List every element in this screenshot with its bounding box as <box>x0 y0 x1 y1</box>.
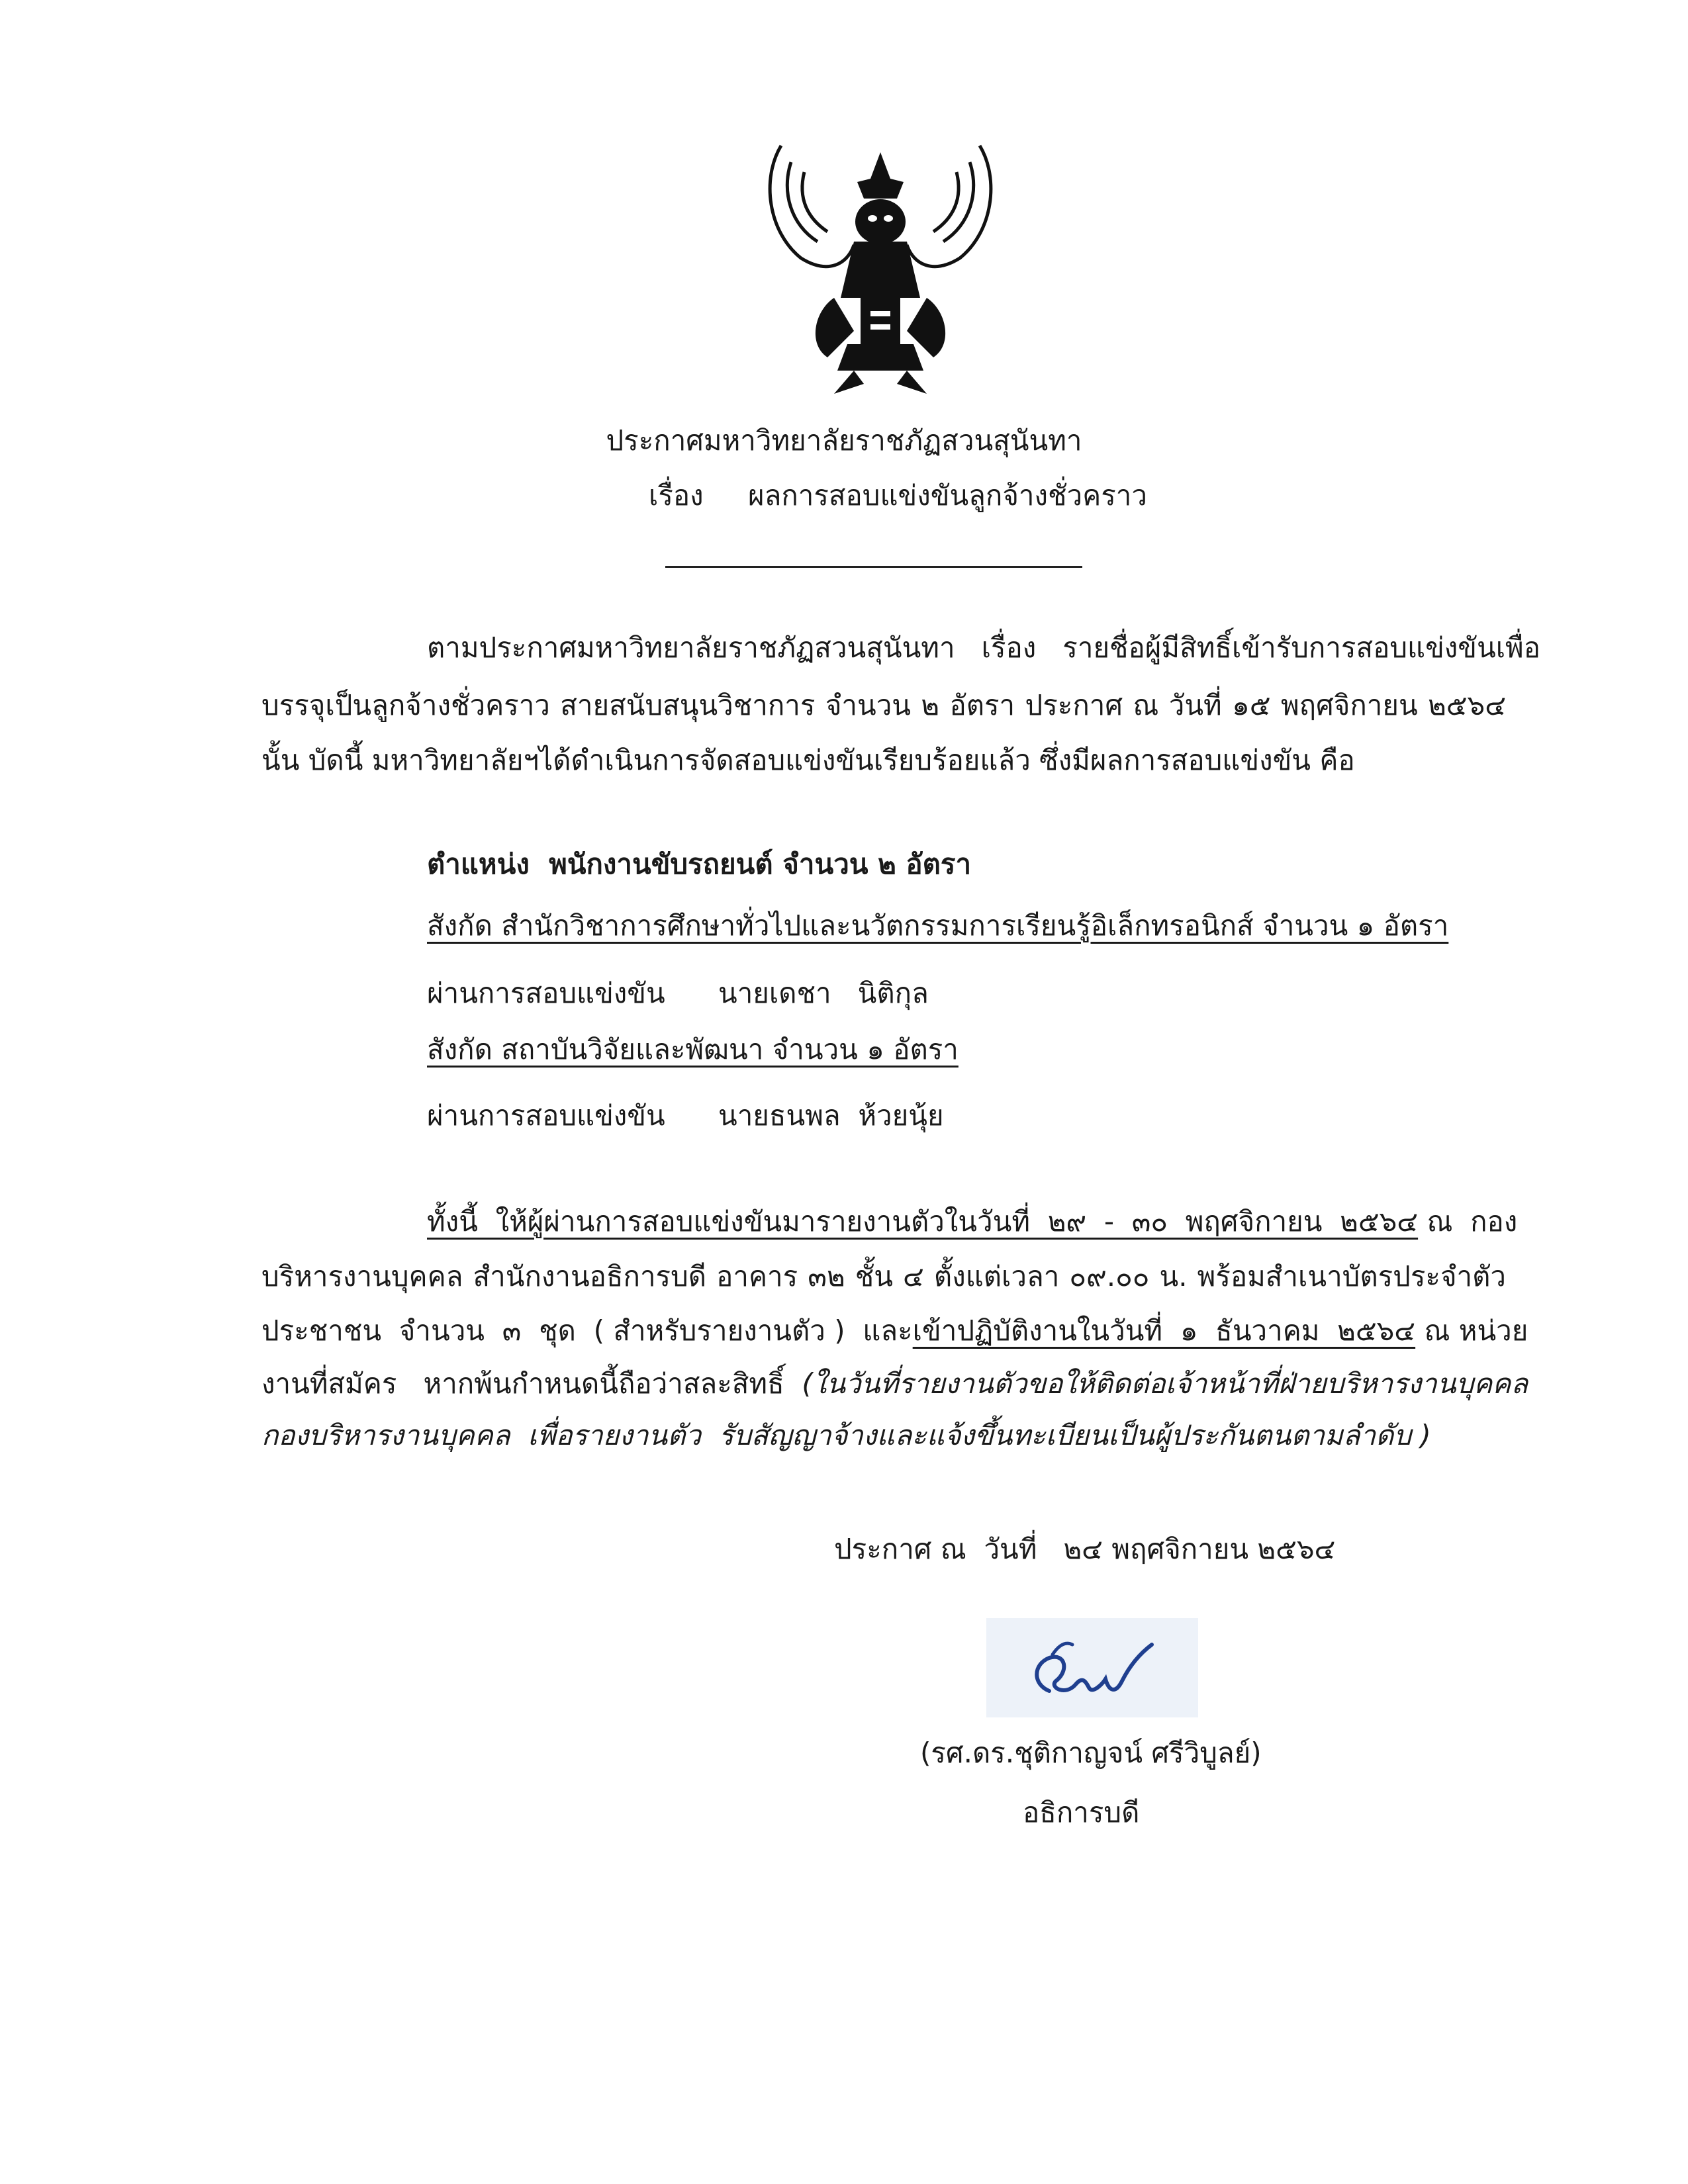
notice-line-1 <box>427 1205 1518 1238</box>
signature-icon <box>986 1618 1198 1717</box>
intro-line-3: นั้น บัดนี้ มหาวิทยาลัยฯได้ดำเนินการจัดสอบแข่งขันเรียบร้อยแล้ว ซึ่งมีผลการสอบแข่งขัน คือ <box>261 744 1355 776</box>
notice-line-4-italic: (ในวันที่รายงานตัวขอให้ติดต่อเจ้าหน้าที่ฝ่ายบริหารงานบุคคล <box>802 1367 1528 1400</box>
unit-2-name: นายธนพล ห้วยนุ้ย <box>718 1099 944 1132</box>
position-title: ตำแหน่ง พนักงานขับรถยนต์ จำนวน ๒ อัตรา <box>427 848 972 880</box>
intro-line-1: ตามประกาศมหาวิทยาลัยราชภัฏสวนสุนันทา เรื่อง รายชื่อผู้มีสิทธิ์เข้ารับการสอบแข่งขันเพื่อ <box>427 631 1540 664</box>
announcement-date: ประกาศ ณ วันที่ ๒๔ พฤศจิกายน ๒๕๖๔ <box>834 1533 1336 1565</box>
notice-line-3-head: ประชาชน จำนวน ๓ ชุด ( สำหรับรายงานตัว ) และ <box>261 1314 913 1347</box>
announcement-title: ประกาศมหาวิทยาลัยราชภัฏสวนสุนันทา <box>606 424 1082 457</box>
unit-1-affiliation: สังกัด สำนักวิชาการศึกษาทั่วไปและนวัตกรรมการเรียนรู้อิเล็กทรอนิกส์ จำนวน ๑ อัตรา <box>427 909 1449 942</box>
subject-label: เรื่อง <box>649 479 704 512</box>
signer-name: (รศ.ดร.ชุติกาญจน์ ศรีวิบูลย์) <box>920 1737 1262 1769</box>
unit-2-affiliation: สังกัด สถาบันวิจัยและพัฒนา จำนวน ๑ อัตรา <box>427 1033 959 1066</box>
garuda-emblem-icon <box>755 132 1006 397</box>
signature-image <box>986 1618 1198 1717</box>
notice-line-1-tail: ณ กอง <box>1418 1205 1518 1238</box>
notice-line-5: กองบริหารงานบุคคล เพื่อรายงานตัว รับสัญญาจ้างและแจ้งขึ้นทะเบียนเป็นผู้ประกันตนตามลำดับ ) <box>261 1419 1431 1451</box>
unit-1-name: นายเดชา นิติกุล <box>718 977 929 1009</box>
notice-line-4 <box>261 1367 1528 1400</box>
notice-line-3 <box>261 1314 1528 1347</box>
signer-title: อธิการบดี <box>1023 1796 1140 1829</box>
header-divider <box>665 566 1082 568</box>
start-work-date: เข้าปฏิบัติงานในวันที่ ๑ ธันวาคม ๒๕๖๔ <box>912 1314 1416 1347</box>
intro-line-2: บรรจุเป็นลูกจ้างชั่วคราว สายสนับสนุนวิชาการ จำนวน ๒ อัตรา ประกาศ ณ วันที่ ๑๕ พฤศจิกายน ๒๕๖๔ <box>261 689 1506 721</box>
report-date-text: ทั้งนี้ ให้ผู้ผ่านการสอบแข่งขันมารายงานตัวในวันที่ ๒๙ - ๓๐ พฤศจิกายน ๒๕๖๔ <box>427 1205 1419 1238</box>
notice-line-3-tail: ณ หน่วย <box>1415 1314 1528 1347</box>
notice-line-4-head: งานที่สมัคร หากพ้นกำหนดนี้ถือว่าสละสิทธิ์ <box>261 1367 802 1400</box>
subject-text: ผลการสอบแข่งขันลูกจ้างชั่วคราว <box>748 479 1147 512</box>
unit-2-result-label: ผ่านการสอบแข่งขัน <box>427 1099 665 1132</box>
notice-line-2: บริหารงานบุคคล สำนักงานอธิการบดี อาคาร ๓๒ ชั้น ๔ ตั้งแต่เวลา ๐๙.๐๐ น. พร้อมสำเนาบัตรประจำตัว <box>261 1260 1506 1293</box>
unit-1-result-label: ผ่านการสอบแข่งขัน <box>427 977 665 1009</box>
